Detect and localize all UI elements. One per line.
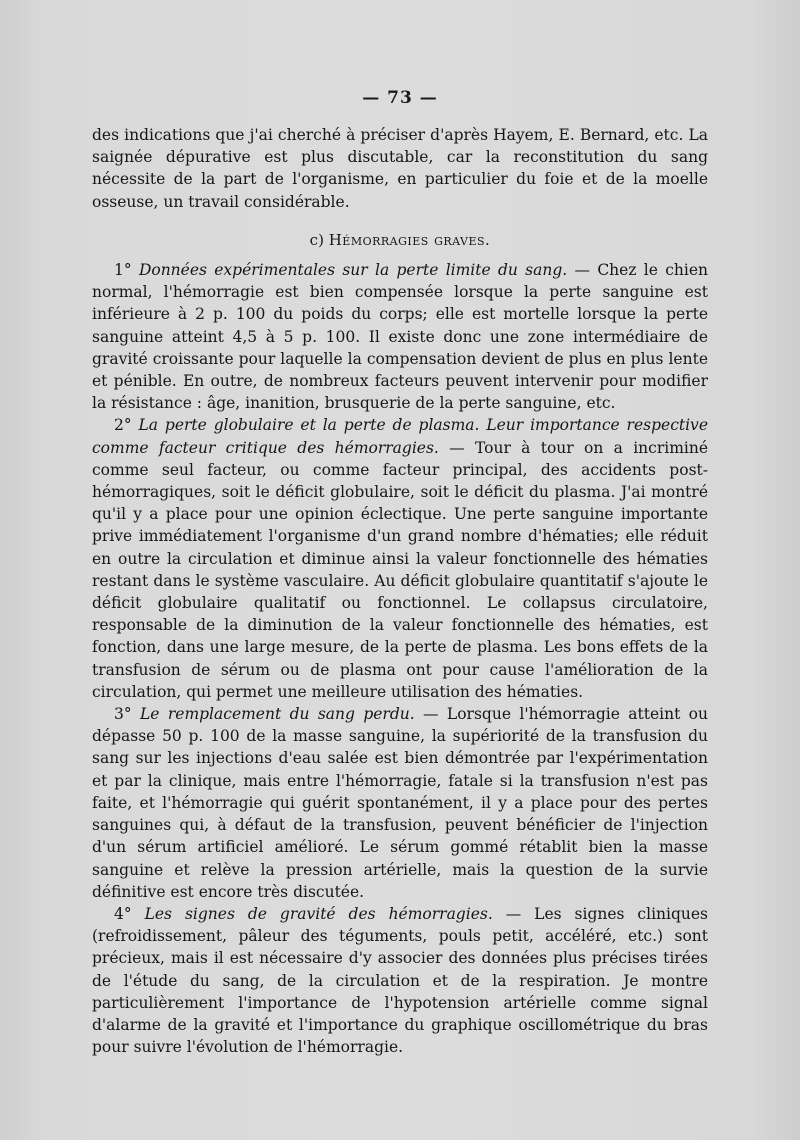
- section-heading-prefix: c): [309, 230, 329, 249]
- section-heading-title: Hémorragies graves.: [328, 230, 491, 249]
- page-text: [92, 124, 708, 1058]
- page-number: — 73 —: [362, 88, 438, 108]
- subsection-1: [92, 259, 708, 414]
- subsection-2: [92, 414, 708, 703]
- subsection-4-number: 4°: [114, 904, 132, 923]
- subsection-3-body: — Lorsque l'hémorragie atteint ou dépasse 50 p. 100 de la masse sanguine, la supériorité de la transfusion du sang sur les injections d'eau salée est bien démontrée par l'expérimentation et par la clinique, mais entre l'hémorragie, fatale si la transfusion n'est pas faite, et l'hémorragie qui guérit spontanément, il y a place pour des pertes sanguines qui, à défaut de la transfusion, peuvent bénéficier de l'injection d'un sérum artificiel amélioré. Le sérum gommé rétablit bien la masse sanguine et relève la pression artérielle, mais la question de la survie définitive est encore très discutée.: [92, 705, 708, 901]
- section-heading: [92, 229, 708, 251]
- intro-paragraph: des indications que j'ai cherché à préciser d'après Hayem, E. Bernard, etc. La saignée dépurative est plus discutable, car la reconstitution du sang nécessite de la part de l'organisme, en particulier du foie et de la moelle osseuse, un travail considérable.: [92, 126, 708, 211]
- subsection-2-body: — Tour à tour on a incriminé comme seul facteur, ou comme facteur principal, des accidents post-hémorragiques, soit le déficit globulaire, soit le déficit du plasma. J'ai montré qu'il y a place pour une opinion éclectique. Une perte sanguine importante prive immédiatement l'organisme d'un grand nombre d'hématies; elle réduit en outre la circulation et diminue ainsi la valeur fonctionnelle des hématies restant dans le système vasculaire. Au déficit globulaire quantitatif s'ajoute le déficit globulaire qualitatif ou fonctionnel. Le collapsus circulatoire, responsable de la diminution de la valeur fonctionnelle des hématies, est fonction, dans une large mesure, de la perte de plasma. Les bons effets de la transfusion de sérum ou de plasma ont pour cause l'amélioration de la circulation, qui permet une meilleure utilisation des hématies.: [92, 438, 708, 701]
- subsection-3-title: Le remplacement du sang perdu.: [140, 705, 415, 724]
- subsection-1-number: 1°: [114, 261, 132, 280]
- subsection-3-number: 3°: [114, 705, 132, 724]
- subsection-2-title: La perte globulaire et la perte de plasma. Leur importance respective comme facteur critique des hémorragies.: [92, 416, 708, 457]
- subsection-2-number: 2°: [114, 416, 132, 435]
- subsection-4-body: — Les signes cliniques (refroidissement, pâleur des téguments, pouls petit, accéléré, etc.) sont précieux, mais il est nécessaire d'y associer des données plus précises tirées de l'étude du sang, de la circulation et de la respiration. Je montre particulièrement l'importance de l'hypotension artérielle comme signal d'alarme de la gravité et l'importance du graphique oscillométrique du bras pour suivre l'évolution de l'hémorragie.: [92, 904, 709, 1057]
- subsection-4: [92, 903, 708, 1058]
- subsection-1-body: — Chez le chien normal, l'hémorragie est bien compensée lorsque la perte sanguine est inférieure à 2 p. 100 du poids du corps; elle est mortelle lorsque la perte sanguine atteint 4,5 à 5 p. 100. Il existe donc une zone intermédiaire de gravité croissante pour laquelle la compensation devient de plus en plus lente et pénible. En outre, de nombreux facteurs peuvent intervenir pour modifier la résistance : âge, inanition, brusquerie de la perte sanguine, etc.: [92, 261, 709, 413]
- subsection-3: [92, 703, 708, 903]
- subsection-1-title: Données expérimentales sur la perte limite du sang.: [138, 261, 568, 280]
- subsection-4-title: Les signes de gravité des hémorragies.: [144, 904, 493, 923]
